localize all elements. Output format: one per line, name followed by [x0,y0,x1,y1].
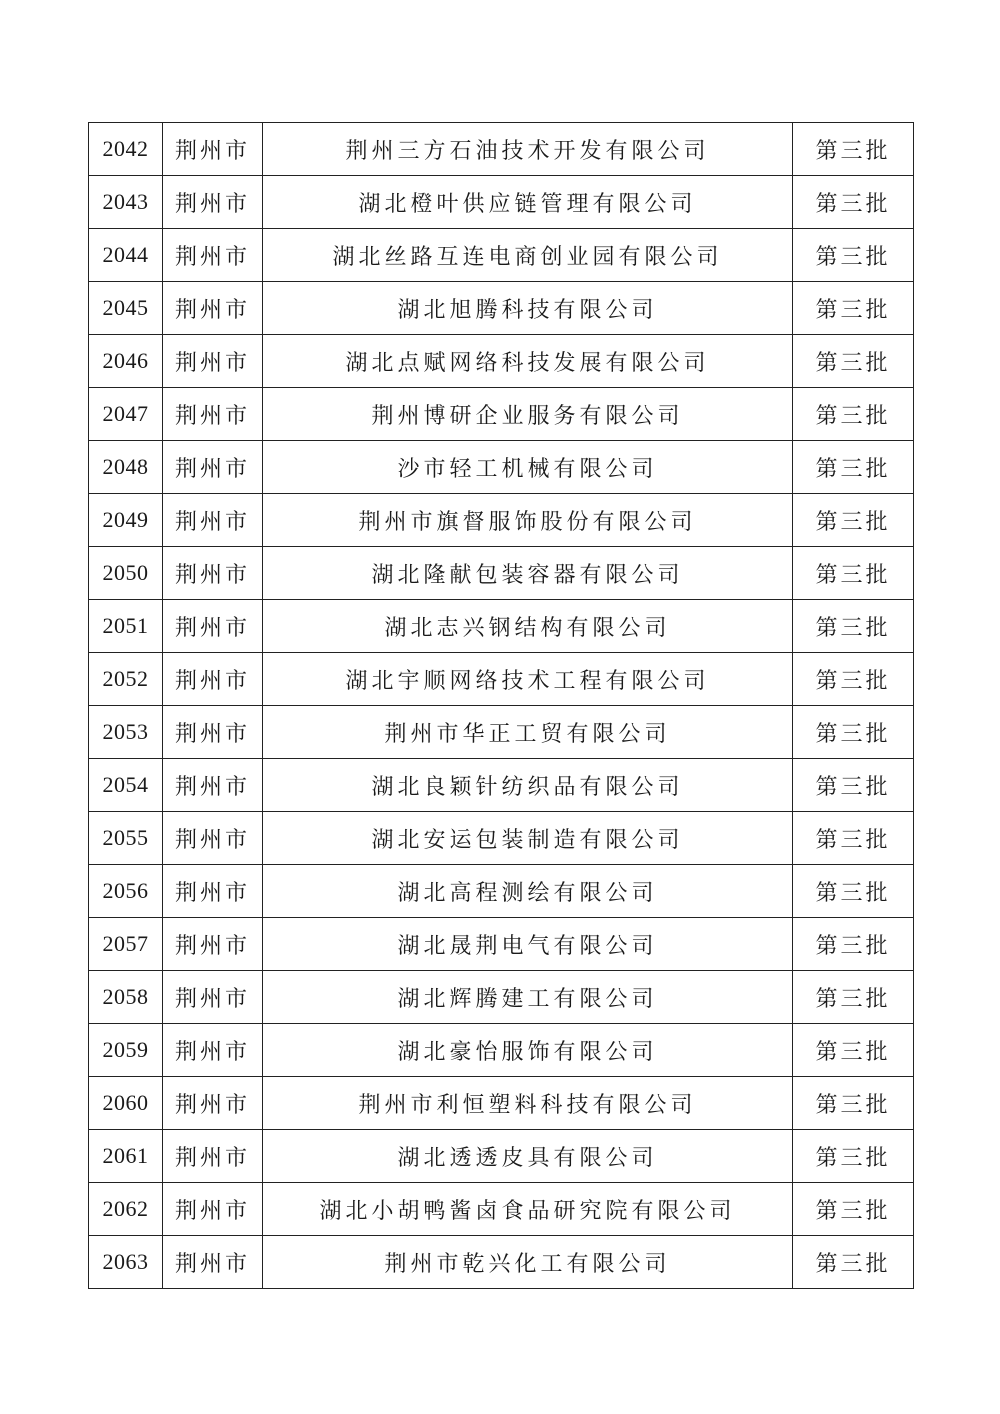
row-number-cell: 2049 [89,494,163,547]
city-cell: 荆州市 [163,812,263,865]
row-number-cell: 2051 [89,600,163,653]
row-number-cell: 2045 [89,282,163,335]
company-name-cell: 湖北丝路互连电商创业园有限公司 [263,229,793,282]
company-list-table [88,122,914,1289]
city-cell: 荆州市 [163,335,263,388]
batch-cell: 第三批 [793,176,914,229]
batch-cell: 第三批 [793,653,914,706]
batch-cell: 第三批 [793,123,914,176]
company-name-cell: 荆州三方石油技术开发有限公司 [263,123,793,176]
row-number-cell: 2046 [89,335,163,388]
batch-cell: 第三批 [793,600,914,653]
row-number-cell: 2048 [89,441,163,494]
batch-cell: 第三批 [793,547,914,600]
city-cell: 荆州市 [163,971,263,1024]
row-number-cell: 2056 [89,865,163,918]
table-row [89,547,914,600]
row-number-cell: 2053 [89,706,163,759]
company-name-cell: 沙市轻工机械有限公司 [263,441,793,494]
table-row [89,600,914,653]
company-name-cell: 湖北晟荆电气有限公司 [263,918,793,971]
company-name-cell: 湖北透透皮具有限公司 [263,1130,793,1183]
batch-cell: 第三批 [793,282,914,335]
table-row [89,1130,914,1183]
city-cell: 荆州市 [163,388,263,441]
table-row [89,865,914,918]
company-name-cell: 荆州市乾兴化工有限公司 [263,1236,793,1289]
batch-cell: 第三批 [793,441,914,494]
company-name-cell: 荆州市华正工贸有限公司 [263,706,793,759]
table-row [89,123,914,176]
city-cell: 荆州市 [163,1130,263,1183]
company-name-cell: 湖北宇顺网络技术工程有限公司 [263,653,793,706]
row-number-cell: 2058 [89,971,163,1024]
company-name-cell: 湖北辉腾建工有限公司 [263,971,793,1024]
table-row [89,335,914,388]
row-number-cell: 2055 [89,812,163,865]
row-number-cell: 2052 [89,653,163,706]
city-cell: 荆州市 [163,494,263,547]
batch-cell: 第三批 [793,1077,914,1130]
city-cell: 荆州市 [163,653,263,706]
table-row [89,229,914,282]
batch-cell: 第三批 [793,335,914,388]
row-number-cell: 2060 [89,1077,163,1130]
city-cell: 荆州市 [163,1077,263,1130]
batch-cell: 第三批 [793,918,914,971]
row-number-cell: 2061 [89,1130,163,1183]
table-row [89,759,914,812]
table-row [89,653,914,706]
batch-cell: 第三批 [793,1236,914,1289]
company-name-cell: 湖北高程测绘有限公司 [263,865,793,918]
batch-cell: 第三批 [793,759,914,812]
company-name-cell: 荆州博研企业服务有限公司 [263,388,793,441]
company-name-cell: 湖北良颖针纺织品有限公司 [263,759,793,812]
company-name-cell: 湖北安运包装制造有限公司 [263,812,793,865]
city-cell: 荆州市 [163,600,263,653]
batch-cell: 第三批 [793,1024,914,1077]
company-name-cell: 荆州市利恒塑料科技有限公司 [263,1077,793,1130]
table-row [89,282,914,335]
city-cell: 荆州市 [163,441,263,494]
table-body [89,123,914,1289]
city-cell: 荆州市 [163,123,263,176]
city-cell: 荆州市 [163,229,263,282]
row-number-cell: 2059 [89,1024,163,1077]
row-number-cell: 2054 [89,759,163,812]
table-row [89,1236,914,1289]
batch-cell: 第三批 [793,865,914,918]
city-cell: 荆州市 [163,176,263,229]
company-name-cell: 湖北隆献包装容器有限公司 [263,547,793,600]
table-row [89,441,914,494]
city-cell: 荆州市 [163,865,263,918]
batch-cell: 第三批 [793,971,914,1024]
row-number-cell: 2047 [89,388,163,441]
company-name-cell: 湖北志兴钢结构有限公司 [263,600,793,653]
row-number-cell: 2050 [89,547,163,600]
batch-cell: 第三批 [793,388,914,441]
batch-cell: 第三批 [793,812,914,865]
batch-cell: 第三批 [793,706,914,759]
company-name-cell: 荆州市旗督服饰股份有限公司 [263,494,793,547]
row-number-cell: 2042 [89,123,163,176]
row-number-cell: 2062 [89,1183,163,1236]
table-row [89,706,914,759]
table-row [89,1183,914,1236]
company-name-cell: 湖北点赋网络科技发展有限公司 [263,335,793,388]
row-number-cell: 2044 [89,229,163,282]
table-row [89,494,914,547]
table-row [89,812,914,865]
table-row [89,971,914,1024]
table-row [89,1077,914,1130]
row-number-cell: 2043 [89,176,163,229]
city-cell: 荆州市 [163,1024,263,1077]
batch-cell: 第三批 [793,494,914,547]
city-cell: 荆州市 [163,759,263,812]
city-cell: 荆州市 [163,1236,263,1289]
company-name-cell: 湖北豪怡服饰有限公司 [263,1024,793,1077]
batch-cell: 第三批 [793,1183,914,1236]
table-row [89,918,914,971]
row-number-cell: 2057 [89,918,163,971]
city-cell: 荆州市 [163,282,263,335]
company-name-cell: 湖北小胡鸭酱卤食品研究院有限公司 [263,1183,793,1236]
company-name-cell: 湖北旭腾科技有限公司 [263,282,793,335]
batch-cell: 第三批 [793,229,914,282]
batch-cell: 第三批 [793,1130,914,1183]
row-number-cell: 2063 [89,1236,163,1289]
city-cell: 荆州市 [163,706,263,759]
company-name-cell: 湖北橙叶供应链管理有限公司 [263,176,793,229]
city-cell: 荆州市 [163,918,263,971]
city-cell: 荆州市 [163,547,263,600]
table-row [89,1024,914,1077]
table-row [89,176,914,229]
table-row [89,388,914,441]
city-cell: 荆州市 [163,1183,263,1236]
